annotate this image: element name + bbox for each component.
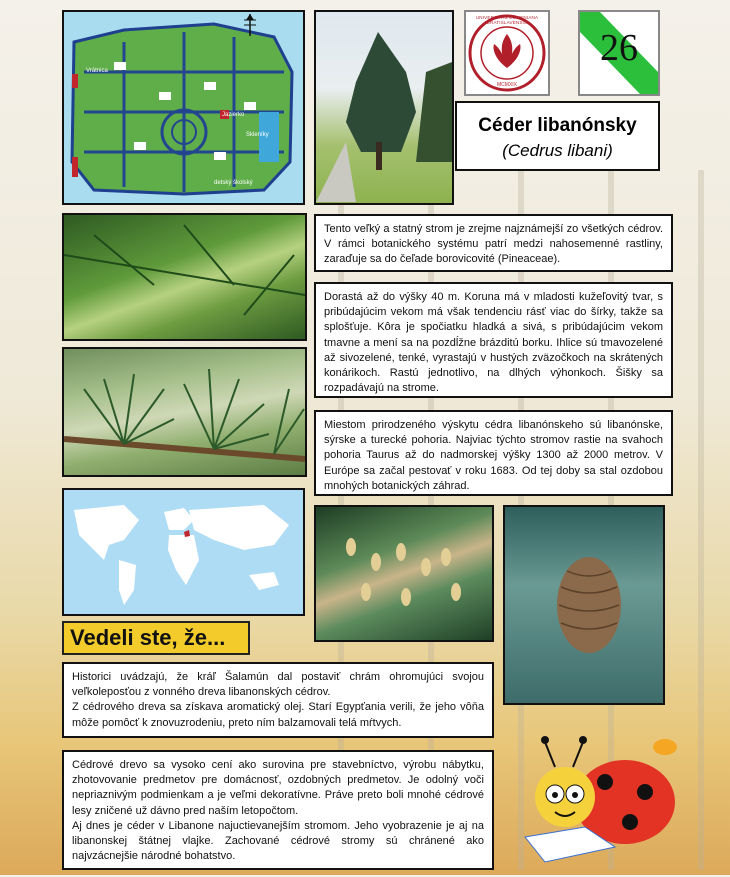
fact-timber: Cédrové drevo sa vysoko cení ako surovina pre stavebníctvo, výrobu nábytku, zhotovovanie predmetov pre domácnosť, ozdobných predmetov. Je odolný voči nepriaznivým podmienkam a je veľmi dekoratívne. Práve preto boli mnohé cédrové lesy zničené už dávno pred naším letopočtom. <box>72 759 484 817</box>
world-map <box>62 488 305 616</box>
logo-year-text: MCMXIX <box>497 82 517 88</box>
garden-map <box>62 10 305 205</box>
map-label-greenhouses: Skleníky <box>246 132 269 138</box>
number-text: 26 <box>600 27 638 69</box>
logo-ring-text: UNIVERSITAS COMENIANA BRATISLAVENSIS <box>475 15 539 25</box>
fact-solomon: Historici uvádzajú, že kráľ Šalamún dal postaviť chrám ohromujúci svojou veľkoleposťou z vonného dreva libanonských cédrov. <box>72 671 484 699</box>
map-label-kids-garden: detský školský <box>214 180 253 186</box>
ladybug-mascot <box>505 722 685 872</box>
fact-lebanon: Aj dnes je céder v Libanone najuctievanejším stromom. Jeho vyobrazenie je aj na libanonskej štátnej vlajke. Zachované cédrové stromy sú chránené ako najvzácnejšie národné bohatstvo. <box>72 819 484 863</box>
intro-box <box>314 214 673 272</box>
facts-box-1 <box>62 662 494 738</box>
common-name: Céder libanónsky <box>478 115 637 136</box>
map-label-entrance: Vrátnica <box>86 68 108 74</box>
north-arrow-icon <box>240 12 260 38</box>
garden-map-drawing <box>64 12 303 203</box>
habitat-box <box>314 410 673 496</box>
number-badge <box>578 10 660 96</box>
young-cones-photo <box>314 505 494 642</box>
needles-photo <box>62 347 307 477</box>
map-label-pond: Jazierko <box>222 112 245 118</box>
facts-box-2 <box>62 750 494 870</box>
cedar-tree-photo <box>314 10 454 205</box>
mature-cone-photo <box>503 505 665 705</box>
latin-name: (Cedrus libani) <box>502 141 613 160</box>
branch-photo <box>62 213 307 341</box>
fact-egypt: Z cédrového dreva sa získava aromatický olej. Starí Egypťania verili, že jeho vôňa môže pomôcť k znovuzrodeniu, preto ním balzamovali telá mŕtvych. <box>72 701 484 729</box>
description-text: Dorastá až do výšky 40 m. Koruna má v mladosti kužeľovitý tvar, s pribúdajúcim vekom má však tendenciu rásť viac do šírky, takže sa splošťuje. Kôra je spočiatku hladká a sivá, s pribúdajúcim vekom tmavne a mení sa na pozdĺžne brázditú borku. Ihlice sú tmavozelené až sivozelené, tenké, vyrastajú v hustých zväzočkoch na skrátených konárikoch. Rastú jednotlivo, na dlhých výhonkoch. Šišky sa rozpadávajú na strome. <box>324 291 663 395</box>
intro-text: Tento veľký a statný strom je zrejme najznámejší zo všetkých cédrov. V rámci botanického systému patrí medzi nahosemenné rastliny, zaraďuje sa do čeľade borovicovité (Pineaceae). <box>324 223 663 266</box>
habitat-text: Miestom prirodzeného výskytu cédra libanónskeho sú libanónske, sýrske a turecké pohoria. Najviac týchto stromov rastie na svahoch pohoria Taurus až do nadmorskej výšky 1300 až 2000 metrov. V Európe sa začal pestovať v roku 1683. Od tej doby sa stal ozdobou mnohých botanických záhrad. <box>324 419 663 492</box>
title-box <box>455 101 660 171</box>
did-you-know-heading: Vedeli ste, že... <box>62 621 250 655</box>
description-box <box>314 282 673 398</box>
university-logo <box>464 10 550 96</box>
